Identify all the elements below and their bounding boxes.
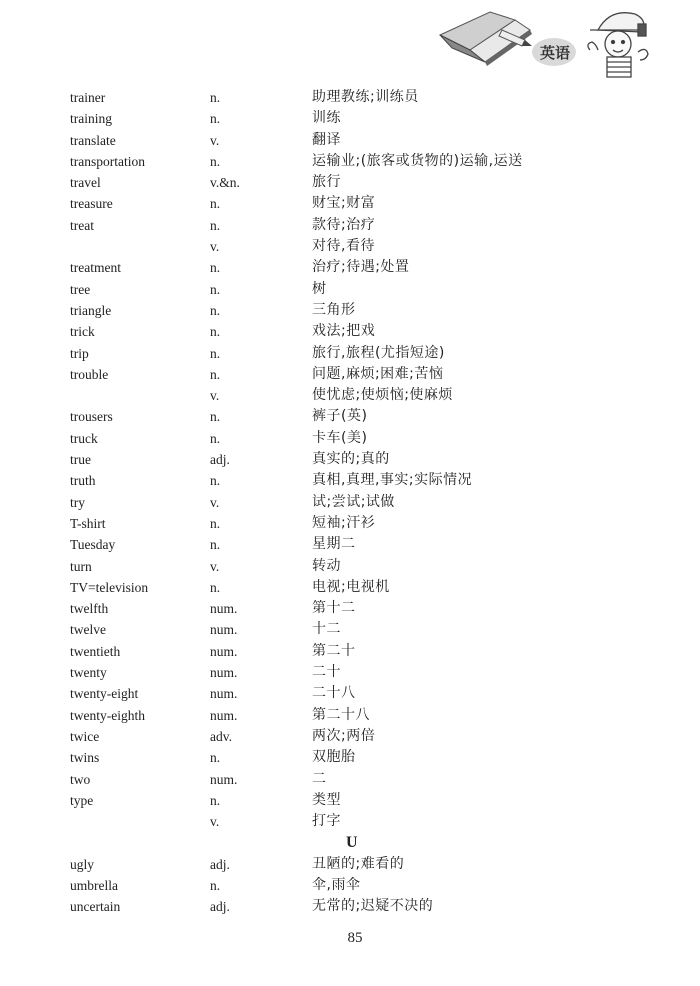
- entry-word: tree: [70, 281, 91, 297]
- entry-word: treat: [70, 217, 94, 233]
- entry-definition: 使忧虑;使烦恼;使麻烦: [312, 387, 453, 404]
- entry-word: translate: [70, 132, 116, 148]
- entry-definition: 双胞胎: [312, 749, 356, 766]
- entry-pos: n.: [210, 430, 221, 446]
- entry-definition: 试;尝试;试做: [312, 493, 395, 510]
- entry-word: ugly: [70, 856, 95, 872]
- entry-row: [70, 811, 630, 832]
- entry-row: [70, 151, 630, 172]
- header-illustration: [430, 0, 700, 82]
- entry-definition: 短袖;汗衫: [312, 514, 376, 531]
- entry-pos: v.: [210, 558, 220, 574]
- entry-pos: v.: [210, 132, 220, 148]
- entry-pos: v.: [210, 814, 220, 830]
- entry-pos: v.: [210, 494, 220, 510]
- entry-word: treatment: [70, 260, 121, 276]
- entry-pos: n.: [210, 153, 221, 169]
- entry-pos: n.: [210, 409, 221, 425]
- entry-word: trip: [70, 345, 89, 361]
- entry-word: type: [70, 792, 94, 808]
- entry-pos: n.: [210, 302, 221, 318]
- entry-row: [70, 705, 630, 726]
- entry-row: [70, 385, 630, 406]
- entry-definition: 翻译: [312, 131, 341, 148]
- entry-word: truck: [70, 430, 98, 446]
- entry-row: [70, 896, 630, 917]
- entry-pos: num.: [210, 601, 238, 617]
- entry-row: [70, 492, 630, 513]
- entry-definition: 对待,看待: [312, 238, 375, 255]
- entry-definition: 真相,真理,事实;实际情况: [312, 472, 473, 489]
- entry-pos: n.: [210, 473, 221, 489]
- entry-word: trick: [70, 324, 95, 340]
- entry-word: twenty-eight: [70, 686, 139, 702]
- entry-pos: n.: [210, 281, 221, 297]
- entry-pos: n.: [210, 515, 221, 531]
- entry-definition: 三角形: [312, 301, 356, 318]
- entry-word: truth: [70, 473, 96, 489]
- entry-definition: 无常的;迟疑不决的: [312, 898, 434, 915]
- entry-row: [70, 726, 630, 747]
- entry-word: treasure: [70, 196, 113, 212]
- entry-row: [70, 769, 630, 790]
- entry-definition: 类型: [312, 791, 341, 808]
- entry-row: [70, 428, 630, 449]
- entry-pos: n.: [210, 345, 221, 361]
- entry-row: [70, 470, 630, 491]
- entry-pos: n.: [210, 111, 221, 127]
- entry-definition: 旅行: [312, 174, 341, 191]
- entry-definition: 第二十: [312, 642, 356, 659]
- section-heading: [70, 832, 630, 853]
- entry-word: TV=television: [70, 579, 149, 595]
- entry-definition: 裤子(英): [312, 408, 368, 425]
- entry-pos: v.&n.: [210, 175, 240, 191]
- entry-definition: 财宝;财富: [312, 195, 376, 212]
- entry-word: trainer: [70, 90, 106, 105]
- cartoon-boy-icon: [588, 13, 648, 77]
- entry-word: twelfth: [70, 601, 109, 617]
- entry-word: trouble: [70, 366, 109, 382]
- entry-definition: 打字: [312, 813, 341, 830]
- entry-definition: 卡车(美): [312, 429, 368, 446]
- entry-word: twenty-eighth: [70, 707, 145, 723]
- entry-word: Tuesday: [70, 537, 116, 553]
- subject-badge: 英语: [540, 44, 571, 62]
- entry-word: two: [70, 771, 91, 787]
- entry-row: [70, 406, 630, 427]
- entry-row: [70, 236, 630, 257]
- entry-definition: 第十二: [312, 600, 356, 617]
- entry-pos: num.: [210, 665, 238, 681]
- entry-pos: adj.: [210, 899, 230, 915]
- entry-definition: 助理教练;训练员: [312, 89, 419, 105]
- entry-word: T-shirt: [70, 515, 106, 531]
- entry-definition: 伞,雨伞: [312, 876, 361, 893]
- entry-word: true: [70, 452, 91, 468]
- entry-row: [70, 556, 630, 577]
- entry-row: [70, 449, 630, 470]
- entry-pos: n.: [210, 217, 221, 233]
- entry-word: travel: [70, 175, 101, 191]
- entry-row: [70, 619, 630, 640]
- entry-word: transportation: [70, 153, 145, 169]
- entry-pos: num.: [210, 771, 238, 787]
- entry-word: umbrella: [70, 877, 118, 893]
- entry-pos: adv.: [210, 728, 232, 744]
- open-book-icon: [430, 0, 700, 82]
- entry-row: [70, 257, 630, 278]
- entry-pos: adj.: [210, 452, 230, 468]
- entry-row: [70, 790, 630, 811]
- entry-pos: n.: [210, 90, 221, 105]
- entry-definition: 电视;电视机: [312, 578, 390, 595]
- entry-definition: 星期二: [312, 536, 356, 553]
- entry-pos: n.: [210, 579, 221, 595]
- entry-pos: v.: [210, 388, 220, 404]
- entry-row: [70, 300, 630, 321]
- entry-word: twins: [70, 750, 100, 766]
- entry-definition: 真实的;真的: [312, 451, 390, 468]
- entry-pos: num.: [210, 686, 238, 702]
- entry-word: training: [70, 111, 112, 127]
- entry-row: [70, 641, 630, 662]
- entry-pos: n.: [210, 196, 221, 212]
- entry-definition: 二十: [312, 664, 341, 681]
- entry-definition: 戏法;把戏: [312, 323, 376, 340]
- entry-word: trousers: [70, 409, 113, 425]
- entry-pos: adj.: [210, 856, 230, 872]
- entry-definition: 款待;治疗: [312, 216, 376, 233]
- section-letter: U: [346, 834, 358, 852]
- entry-word: triangle: [70, 302, 112, 318]
- entry-pos: n.: [210, 877, 221, 893]
- entry-row: [70, 577, 630, 598]
- entry-row: [70, 662, 630, 683]
- entry-word: twenty: [70, 665, 107, 681]
- entry-definition: 两次;两倍: [312, 727, 376, 744]
- entry-row: [70, 747, 630, 768]
- entry-pos: n.: [210, 366, 221, 382]
- entry-row: [70, 875, 630, 896]
- entry-row: [70, 172, 630, 193]
- entry-pos: num.: [210, 707, 238, 723]
- entry-row: [70, 534, 630, 555]
- entry-definition: 问题,麻烦;困难;苦恼: [312, 365, 444, 382]
- entry-definition: 二: [312, 770, 327, 787]
- entry-definition: 训练: [312, 110, 341, 127]
- entry-word: twelve: [70, 622, 106, 638]
- entry-pos: num.: [210, 622, 238, 638]
- entry-word: twice: [70, 728, 100, 744]
- entry-row: [70, 854, 630, 875]
- entry-row: [70, 321, 630, 342]
- entry-word: try: [70, 494, 85, 510]
- entry-word: turn: [70, 558, 92, 574]
- entry-pos: n.: [210, 750, 221, 766]
- entry-row: [70, 108, 630, 129]
- entry-row: [70, 215, 630, 236]
- entry-pos: n.: [210, 792, 221, 808]
- entry-definition: 转动: [312, 557, 341, 574]
- entry-row: [70, 683, 630, 704]
- vocabulary-list: [70, 87, 630, 918]
- entry-definition: 治疗;待遇;处置: [312, 259, 410, 276]
- entry-definition: 丑陋的;难看的: [312, 855, 405, 872]
- entry-row: [70, 364, 630, 385]
- entry-row: [70, 343, 630, 364]
- entry-row: [70, 598, 630, 619]
- entry-definition: 第二十八: [312, 706, 370, 723]
- entry-definition: 十二: [312, 621, 341, 638]
- entry-word: uncertain: [70, 899, 121, 915]
- entry-pos: num.: [210, 643, 238, 659]
- entry-pos: n.: [210, 260, 221, 276]
- entry-definition: 运输业;(旅客或货物的)运输,运送: [312, 152, 523, 169]
- page-number: 85: [347, 930, 363, 946]
- entry-pos: v.: [210, 239, 220, 255]
- entry-word: twentieth: [70, 643, 121, 659]
- entry-row: [70, 279, 630, 300]
- entry-definition: 树: [312, 280, 327, 297]
- entry-pos: n.: [210, 537, 221, 553]
- entry-definition: 旅行,旅程(尤指短途): [312, 344, 445, 361]
- entry-row: [70, 87, 630, 108]
- entry-row: [70, 130, 630, 151]
- entry-row: [70, 513, 630, 534]
- entry-pos: n.: [210, 324, 221, 340]
- entry-row: [70, 193, 630, 214]
- entry-definition: 二十八: [312, 685, 356, 702]
